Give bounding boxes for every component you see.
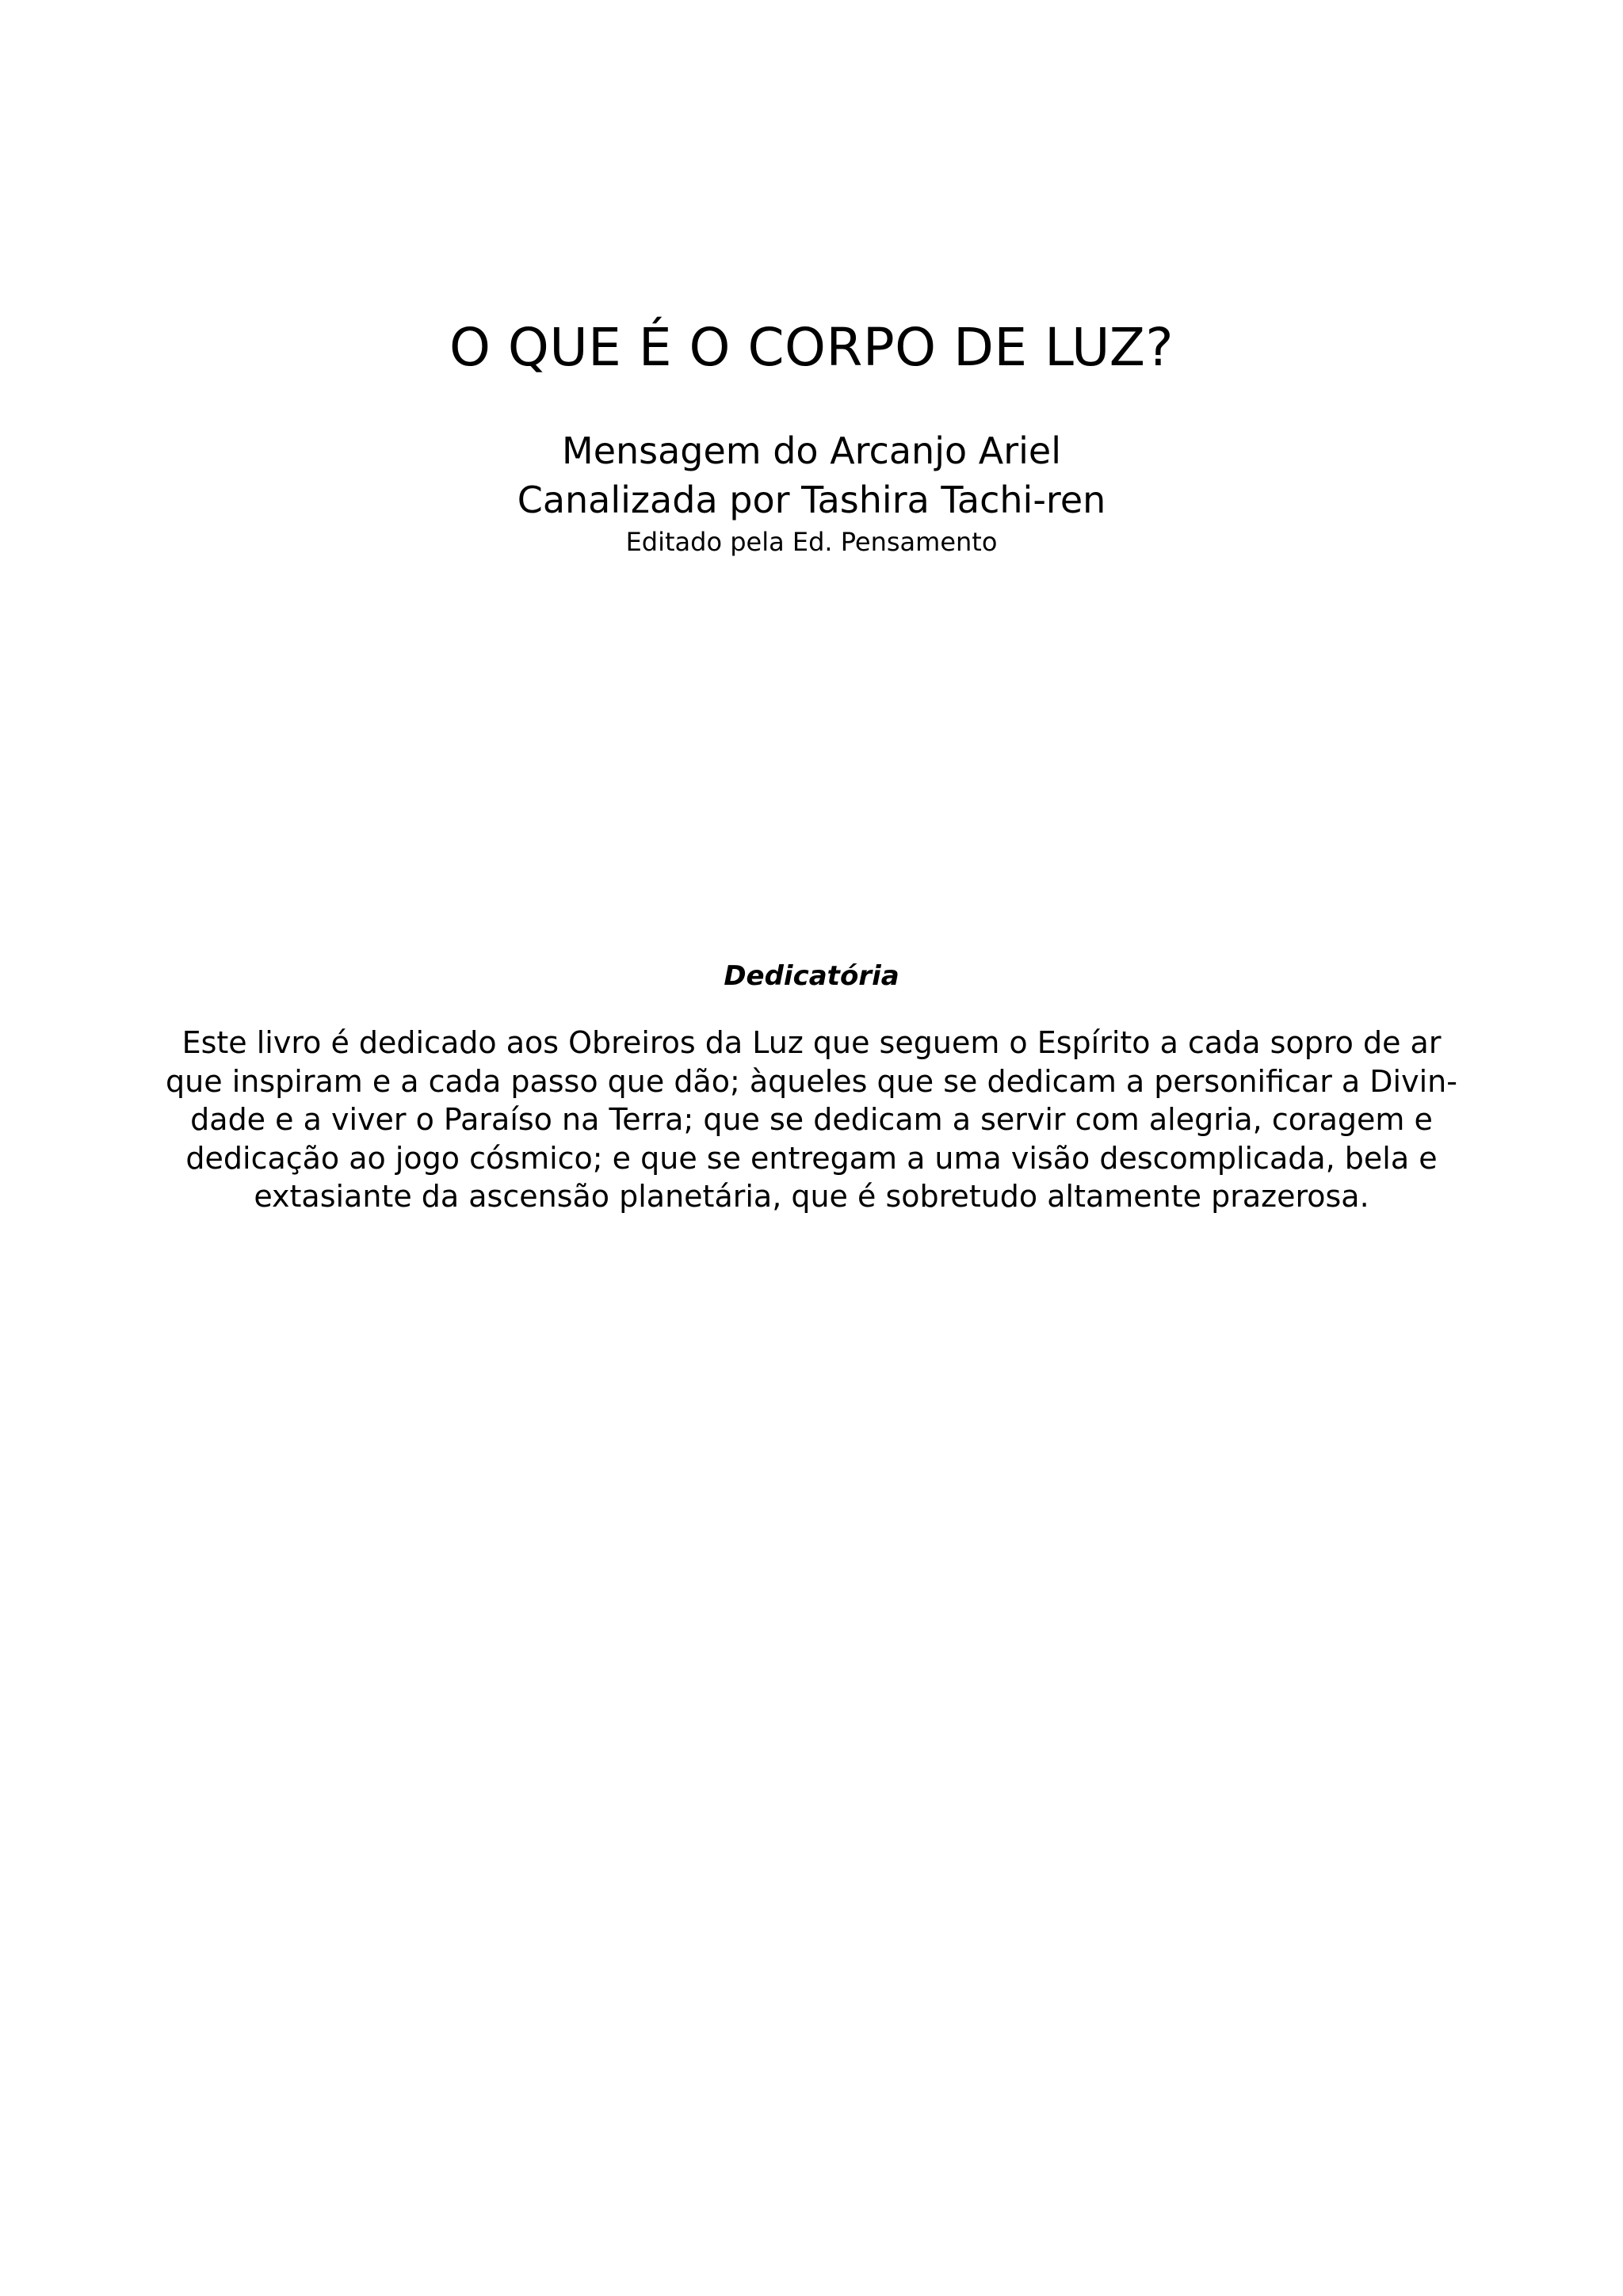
- channeled-by-line: Canalizada por Tashira Tachi-ren: [517, 479, 1106, 521]
- dedication-line: extasiante da ascensão planetária, que é sobretudo altamente prazerosa.: [254, 1179, 1369, 1214]
- dedication-paragraph: [0, 1024, 1623, 1216]
- dedication-heading: Dedicatória: [724, 960, 899, 992]
- book-title: O QUE É O CORPO DE LUZ?: [449, 317, 1174, 378]
- publisher-line: Editado pela Ed. Pensamento: [625, 527, 998, 557]
- dedication-line: dade e a viver o Paraíso na Terra; que se dedicam a servir com alegria, coragem e: [190, 1102, 1433, 1137]
- author-message-line: Mensagem do Arcanjo Ariel: [562, 429, 1061, 472]
- subtitle-block: [0, 426, 1623, 559]
- dedication-line: que inspiram e a cada passo que dão; àqueles que se dedicam a personificar a Divin-: [166, 1063, 1457, 1099]
- dedication-line: dedicação ao jogo cósmico; e que se entregam a uma visão descomplicada, bela e: [185, 1140, 1438, 1176]
- dedication-line: Este livro é dedicado aos Obreiros da Luz que seguem o Espírito a cada sopro de ar: [181, 1025, 1442, 1060]
